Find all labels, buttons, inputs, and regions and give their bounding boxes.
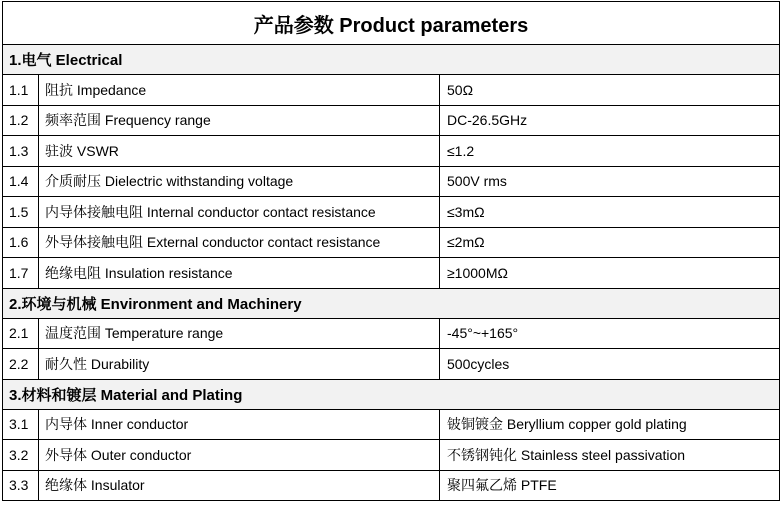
parameter-value: ≤2mΩ [447,234,485,251]
row-number: 1.4 [3,167,39,197]
parameter-value: ≤1.2 [447,142,475,159]
table-row [3,258,779,289]
parameter-name: 绝缘电阻 Insulation resistance [39,258,440,288]
table-row [3,106,779,137]
parameter-name: 外导体 Outer conductor [39,440,440,470]
section-heading-electrical: 1.电气 Electrical [3,45,779,75]
parameter-name: 驻波 VSWR [39,136,440,166]
parameter-name: 外导体接触电阻 External conductor contact resistance [39,228,440,258]
parameter-value: -45°~+165° [447,325,519,342]
parameter-name: 频率范围 Frequency range [39,106,440,136]
parameter-value: 铍铜镀金 Beryllium copper gold plating [447,416,687,433]
table-title: 产品参数 Product parameters [3,2,779,45]
parameter-value: 500V rms [447,173,507,190]
parameter-value: 50Ω [447,81,474,98]
row-number: 1.3 [3,136,39,166]
parameter-name: 温度范围 Temperature range [39,319,440,349]
parameters-table [2,1,780,501]
parameter-value: 500cycles [447,355,510,372]
table-row [3,471,779,502]
row-number: 1.6 [3,228,39,258]
row-number: 1.5 [3,197,39,227]
row-number: 3.1 [3,410,39,440]
table-row [3,197,779,228]
table-row [3,136,779,167]
table-row [3,167,779,198]
parameter-value: DC-26.5GHz [447,112,528,129]
parameter-value: ≤3mΩ [447,203,485,220]
parameter-name: 阻抗 Impedance [39,75,440,105]
table-row [3,410,779,441]
parameter-value: ≥1000MΩ [447,264,508,281]
table-row [3,440,779,471]
parameter-value: 聚四氟乙烯 PTFE [447,477,557,494]
table-row [3,75,779,106]
row-number: 3.3 [3,471,39,501]
parameter-name: 内导体接触电阻 Internal conductor contact resistance [39,197,440,227]
parameter-value: 不锈钢钝化 Stainless steel passivation [447,446,686,463]
row-number: 1.1 [3,75,39,105]
row-number: 3.2 [3,440,39,470]
section-heading-environment: 2.环境与机械 Environment and Machinery [3,289,779,319]
table-row [3,349,779,380]
row-number: 1.7 [3,258,39,288]
table-row [3,319,779,350]
row-number: 2.1 [3,319,39,349]
parameter-name: 内导体 Inner conductor [39,410,440,440]
row-number: 2.2 [3,349,39,379]
parameter-name: 绝缘体 Insulator [39,471,440,501]
parameter-name: 耐久性 Durability [39,349,440,379]
parameter-name: 介质耐压 Dielectric withstanding voltage [39,167,440,197]
table-row [3,228,779,259]
row-number: 1.2 [3,106,39,136]
section-heading-material: 3.材料和镀层 Material and Plating [3,380,779,410]
